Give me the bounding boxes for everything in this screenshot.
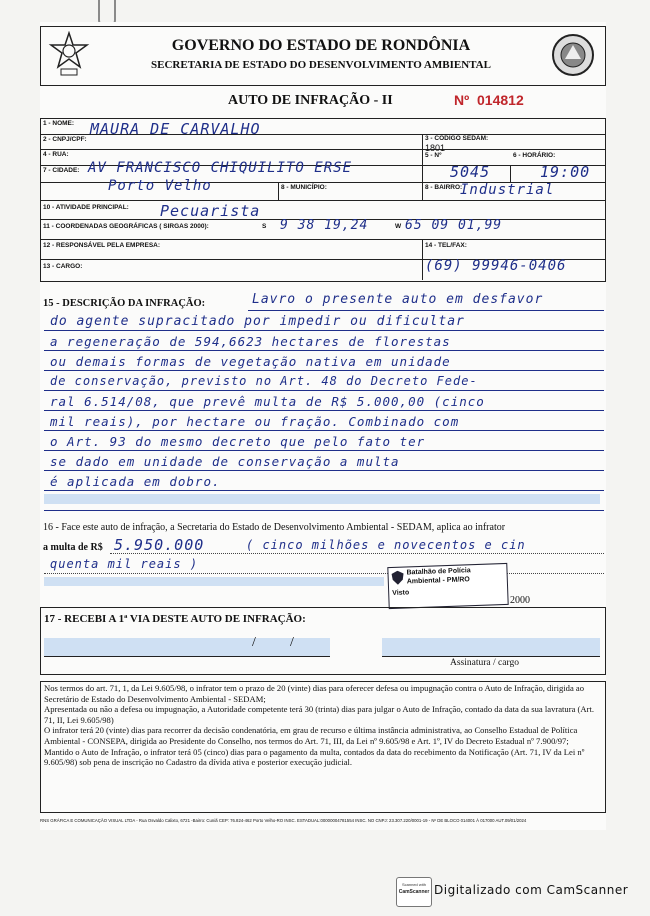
nome-label: 1 - NOME: bbox=[43, 120, 75, 127]
legal-text bbox=[44, 683, 600, 768]
doc-title: AUTO DE INFRAÇÃO - II bbox=[228, 93, 393, 108]
printer-footer: RNS GRÁFICA E COMUNICAÇÃO VISUAL LTDA - Rua Osvaldo Calixto, 6721 -Bairro: Cuniã CEP: 76.824-462 Porto Velho-RO INSC. ESTADUAL:00000004781554 INSC. NO CNPJ: 23.307.220/0001-19 - Nº DE BLOCO 014001 À 017000 AUT.09/01/2024 bbox=[40, 818, 527, 823]
header-box bbox=[40, 26, 606, 86]
atividade-value[interactable]: Pecuarista bbox=[160, 202, 261, 220]
multa-valor[interactable]: 5.950.000 bbox=[114, 536, 205, 554]
rua-label: 4 - RUA: bbox=[43, 151, 69, 158]
descricao-line[interactable]: ral 6.514/08, que prevê multa de R$ 5.000,00 (cinco bbox=[50, 394, 485, 409]
stamp-line-1: Batalhão de Polícia bbox=[406, 567, 471, 577]
rua-value[interactable]: AV FRANCISCO CHIQUILITO ERSE bbox=[88, 160, 353, 176]
secretariat-title: SECRETARIA DE ESTADO DO DESENVOLVIMENTO AMBIENTAL bbox=[151, 59, 491, 71]
signature-field[interactable] bbox=[382, 638, 600, 656]
atividade-label: 10 - ATIVIDADE PRINCIPAL: bbox=[43, 204, 129, 211]
date-field[interactable] bbox=[44, 638, 330, 656]
government-title: GOVERNO DO ESTADO DE RONDÔNIA bbox=[171, 37, 471, 54]
legal-paragraph: O infrator terá 20 (vinte) dias para recorrer da decisão condenatória, em grau de recurso e última instância administrativa, ao Conselho Estadual de Política Ambiental - CONSEPA, dirigida ao Presidente do Conselho, nos termos do Art. 71, III, da Lei nº 9.605/98 e Art. 1º, IV do Decreto Estadual nº 7.900/97; bbox=[44, 725, 578, 746]
descricao-line[interactable]: se dado em unidade de conservação a multa bbox=[50, 454, 400, 469]
cnpj-label: 2 - CNPJ/CPF: bbox=[43, 136, 87, 143]
tel-label: 14 - TEL/FAX: bbox=[425, 242, 467, 249]
cidade-label: 7 - CIDADE: bbox=[43, 167, 80, 174]
date-separator-1: / bbox=[252, 635, 256, 650]
number-prefix: Nº bbox=[454, 92, 470, 108]
legal-paragraph: Mantido o Auto de Infração, o infrator terá 05 (cinco) dias para o pagamento da multa, contados da data do recebimento da Notificação (Art. 71, IV da Lei nº 9.605/98) sob pena de inscrição no Cadastro da dívida ativa e posterior execução judicial. bbox=[44, 746, 585, 768]
descricao-line[interactable]: a regeneração de 594,6623 hectares de florestas bbox=[50, 334, 451, 349]
horario-value[interactable]: 19:00 bbox=[540, 163, 591, 181]
coat-of-arms-icon bbox=[47, 31, 91, 79]
descricao-label: 15 - DESCRIÇÃO DA INFRAÇÃO: bbox=[43, 298, 206, 309]
bairro-value[interactable]: Industrial bbox=[460, 182, 555, 198]
descricao-line[interactable]: mil reais), por hectare ou fração. Combinado com bbox=[50, 414, 460, 429]
municipio-label: 8 - MUNICÍPIO: bbox=[281, 184, 327, 191]
descricao-line[interactable]: é aplicada em dobro. bbox=[50, 474, 221, 489]
badge-line-1: Scanned with bbox=[401, 882, 426, 887]
cidade-value[interactable]: Porto Velho bbox=[108, 178, 212, 194]
multa-extenso-1[interactable]: ( cinco milhões e novecentos e cin bbox=[246, 538, 526, 552]
scanner-text: Digitalizado com CamScanner bbox=[434, 883, 629, 897]
stamp-line-2: Ambiental - PM/RO bbox=[406, 576, 470, 586]
stamp-ano: 2000 bbox=[510, 595, 530, 606]
coord-label: 11 - COORDENADAS GEOGRÁFICAS ( SIRGAS 2000): bbox=[43, 223, 209, 230]
bairro-label: 8 - BAIRRO: bbox=[425, 184, 463, 191]
numero-value[interactable]: 5045 bbox=[450, 163, 491, 181]
tel-value[interactable]: (69) 99946-0406 bbox=[425, 258, 567, 274]
multa-text-1: 16 - Face este auto de infração, a Secretaria do Estado de Desenvolvimento Ambiental - SEDAM, aplica ao infrator bbox=[43, 522, 506, 533]
descricao-line[interactable]: do agente supracitado por impedir ou dificultar bbox=[50, 314, 465, 329]
numero-label: 5 - Nº bbox=[425, 152, 442, 159]
document-page bbox=[40, 22, 606, 830]
descricao-line[interactable]: ou demais formas de vegetação nativa em unidade bbox=[50, 354, 451, 369]
multa-prefix: a multa de R$ bbox=[43, 542, 103, 553]
nome-value[interactable]: MAURA DE CARVALHO bbox=[90, 120, 261, 138]
descricao-line[interactable]: Lavro o presente auto em desfavor bbox=[252, 292, 544, 307]
assinatura-label: Assinatura / cargo bbox=[450, 658, 519, 668]
codigo-label: 3 - CÓDIGO SEDAM: bbox=[425, 135, 489, 142]
horario-label: 6 - HORÁRIO: bbox=[513, 152, 556, 159]
coord-s-prefix: S bbox=[262, 223, 267, 230]
stamp-visto: Visto bbox=[392, 589, 410, 597]
coord-s-value[interactable]: 9 38 19,24 bbox=[280, 218, 369, 233]
camscanner-badge bbox=[396, 877, 432, 907]
multa-extenso-2[interactable]: quenta mil reais ) bbox=[50, 557, 199, 571]
coord-w-value[interactable]: 65 09 01,99 bbox=[405, 218, 503, 233]
codigo-value[interactable]: 1801 bbox=[425, 143, 446, 153]
badge-line-2: CamScanner bbox=[398, 889, 430, 895]
doc-number bbox=[454, 92, 524, 108]
descricao-line[interactable]: de conservação, previsto no Art. 48 do Decreto Fede- bbox=[50, 374, 478, 388]
number-value: 014812 bbox=[477, 92, 524, 108]
legal-paragraph: Nos termos do art. 71, 1, da Lei 9.605/98, o infrator tem o prazo de 20 (vinte) dias para oferecer defesa ou impugnação contra o Auto de Infração, dirigida ao Secretário de Estado do Desenvolvimento Ambiental - SEDAM; bbox=[44, 683, 585, 704]
police-stamp bbox=[387, 563, 508, 609]
descricao-line[interactable]: o Art. 93 do mesmo decreto que pelo fato ter bbox=[50, 434, 426, 449]
recebi-label: 17 - RECEBI A 1ª VIA DESTE AUTO DE INFRAÇÃO: bbox=[44, 613, 306, 625]
coord-w-prefix: W bbox=[395, 223, 402, 230]
date-separator-2: / bbox=[290, 635, 294, 650]
cargo-label: 13 - CARGO: bbox=[43, 263, 83, 270]
police-shield-icon bbox=[391, 571, 403, 585]
environmental-police-seal-icon bbox=[551, 33, 595, 77]
legal-paragraph: Apresentada ou não a defesa ou impugnação, a Autoridade competente terá 30 (trinta) dias para julgar o Auto de Infração, contado da data da sua lavratura (Art. 71, II, Lei 9.605/98) bbox=[44, 704, 595, 725]
responsavel-label: 12 - RESPONSÁVEL PELA EMPRESA: bbox=[43, 242, 161, 249]
